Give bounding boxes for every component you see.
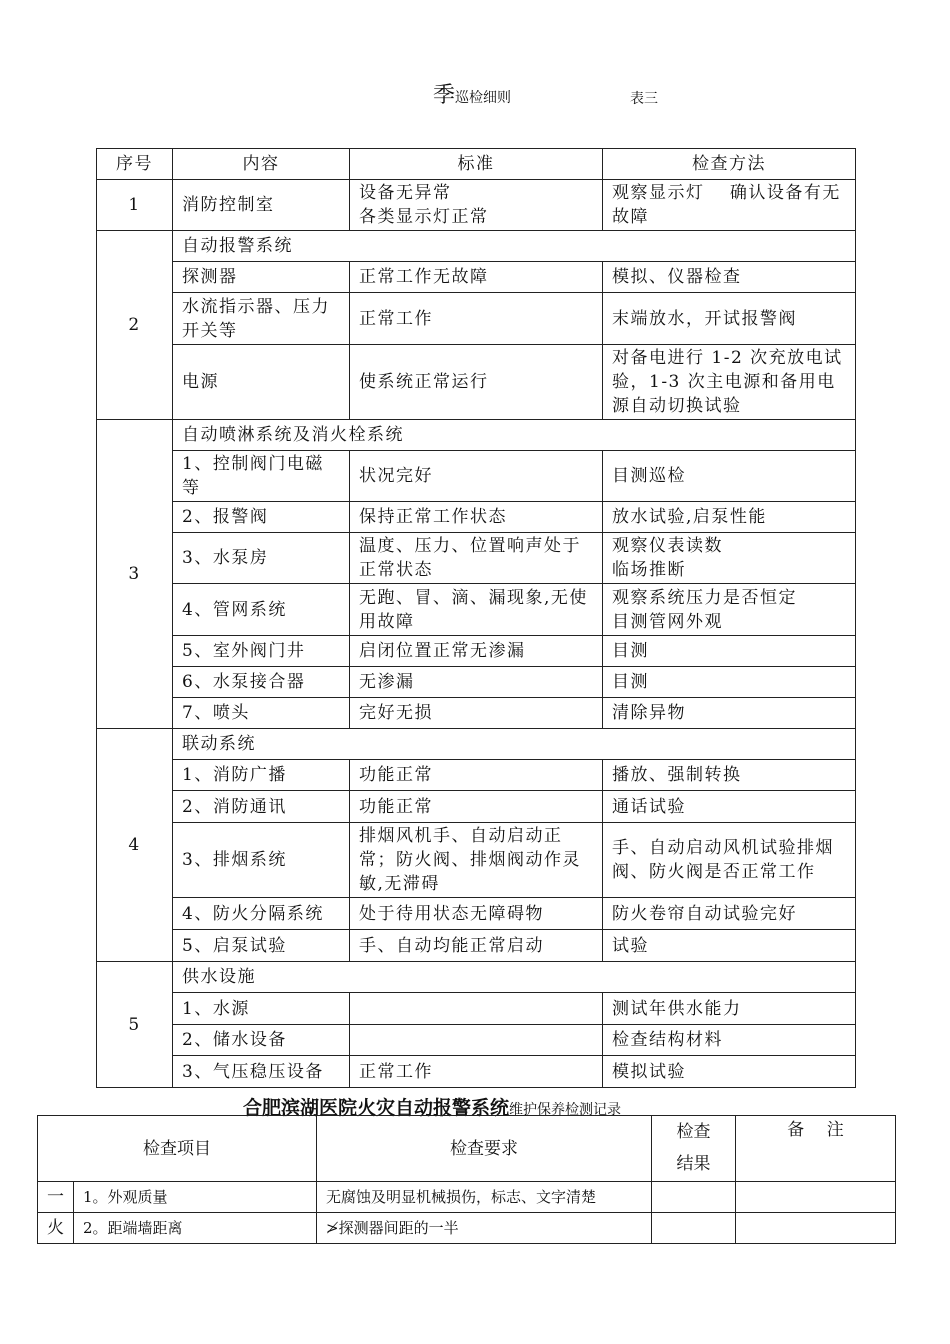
inspection-title [433,78,511,109]
standard-cell: 正常工作 [350,1056,603,1088]
content-cell: 3、排烟系统 [173,823,350,898]
group-row [97,420,856,451]
record-row [38,1213,896,1244]
standard-cell: 功能正常 [350,760,603,791]
standard-cell: 状况完好 [350,451,603,502]
record-title-sub: 维护保养检测记录 [509,1102,622,1118]
method-cell: 清除异物 [603,698,856,729]
standard-cell: 启闭位置正常无渗漏 [350,636,603,667]
seq-cell: 3 [97,420,173,729]
content-cell: 3、气压稳压设备 [173,1056,350,1088]
record-item-cell: 2。距端墙距离 [74,1213,317,1244]
method-cell: 模拟试验 [603,1056,856,1088]
seq-cell: 4 [97,729,173,962]
category-cell: 火 [38,1213,74,1244]
seq-cell: 2 [97,231,173,420]
record-row [38,1182,896,1213]
record-req-cell: ≯探测器间距的一半 [317,1213,652,1244]
content-cell: 1、控制阀门电磁等 [173,451,350,502]
standard-cell [350,180,603,231]
header-note: 备 注 [736,1116,896,1182]
group-title: 联动系统 [173,729,856,760]
content-cell: 消防控制室 [173,180,350,231]
standard-cell: 使系统正常运行 [350,345,603,420]
header-check-requirement: 检查要求 [317,1116,652,1182]
record-header-row [38,1116,896,1182]
method-cell: 观察显示灯 确认设备有无故障 [603,180,856,231]
table-row [97,1056,856,1088]
content-cell: 1、水源 [173,993,350,1025]
table-row [97,993,856,1025]
group-title: 供水设施 [173,962,856,993]
table-row [97,930,856,962]
group-title: 自动报警系统 [173,231,856,262]
content-cell: 6、水泵接合器 [173,667,350,698]
table-row [97,293,856,345]
method-cell: 试验 [603,930,856,962]
standard-cell: 手、自动均能正常启动 [350,930,603,962]
standard-cell: 正常工作 [350,293,603,345]
seq-cell: 5 [97,962,173,1088]
content-cell: 2、消防通讯 [173,791,350,823]
table-label: 表三 [630,91,658,107]
group-row [97,729,856,760]
method-cell: 测试年供水能力 [603,993,856,1025]
table-row [97,636,856,667]
content-cell: 4、管网系统 [173,584,350,636]
standard-cell: 温度、压力、位置响声处于正常状态 [350,533,603,584]
header-content: 内容 [173,149,350,180]
content-cell: 4、防火分隔系统 [173,898,350,930]
record-note-cell[interactable] [736,1213,896,1244]
standard-cell: 排烟风机手、自动启动正常；防火阀、排烟阀动作灵敏,无滞碍 [350,823,603,898]
method-cell: 目测 [603,667,856,698]
maintenance-record-table [37,1115,896,1244]
standard-line: 各类显示灯正常 [359,207,489,227]
method-cell: 手、自动启动风机试验排烟阀、防火阀是否正常工作 [603,823,856,898]
content-cell: 水流指示器、压力开关等 [173,293,350,345]
content-cell: 5、启泵试验 [173,930,350,962]
table-row [97,698,856,729]
table-row [97,180,856,231]
table-row [97,533,856,584]
table-row [97,1025,856,1056]
table-row [97,791,856,823]
table-row [97,502,856,533]
standard-cell: 无跑、冒、滴、漏现象,无使用故障 [350,584,603,636]
method-cell: 放水试验,启泵性能 [603,502,856,533]
method-cell: 检查结构材料 [603,1025,856,1056]
header-seq: 序号 [97,149,173,180]
record-result-cell[interactable] [652,1182,736,1213]
method-cell: 模拟、仪器检查 [603,262,856,293]
method-cell: 目测 [603,636,856,667]
standard-cell [350,993,603,1025]
table-row [97,584,856,636]
table-row [97,823,856,898]
method-cell [603,533,856,584]
standard-line: 设备无异常 [359,183,452,203]
method-line: 目测管网外观 [612,611,723,632]
record-note-cell[interactable] [736,1182,896,1213]
method-line: 观察系统压力是否恒定 [612,587,797,608]
content-cell: 探测器 [173,262,350,293]
table-row [97,345,856,420]
record-result-cell[interactable] [652,1213,736,1244]
method-line: 临场推断 [612,560,686,580]
table-row [97,667,856,698]
record-item-cell: 1。外观质量 [74,1182,317,1213]
standard-cell: 无渗漏 [350,667,603,698]
content-cell: 3、水泵房 [173,533,350,584]
table-row [97,451,856,502]
standard-cell: 保持正常工作状态 [350,502,603,533]
method-cell: 目测巡检 [603,451,856,502]
content-cell: 1、消防广播 [173,760,350,791]
standard-cell: 正常工作无故障 [350,262,603,293]
table-row [97,262,856,293]
content-cell: 2、储水设备 [173,1025,350,1056]
method-cell: 末端放水，开试报警阀 [603,293,856,345]
method-cell: 播放、强制转换 [603,760,856,791]
table-row [97,898,856,930]
method-cell [603,584,856,636]
content-cell: 7、喷头 [173,698,350,729]
title-rules: 巡检细则 [455,90,512,106]
inspection-rules-table [96,148,856,1088]
category-cell: 一 [38,1182,74,1213]
record-title-main: 合肥滨湖医院火灾自动报警系统 [243,1097,510,1119]
group-row [97,962,856,993]
seq-cell: 1 [97,180,173,231]
method-cell: 防火卷帘自动试验完好 [603,898,856,930]
standard-cell [350,1025,603,1056]
title-season: 季 [433,83,456,108]
content-cell: 5、室外阀门井 [173,636,350,667]
content-cell: 2、报警阀 [173,502,350,533]
header-result-line: 检查 [676,1122,711,1142]
standard-cell: 完好无损 [350,698,603,729]
header-check-item: 检查项目 [38,1116,317,1182]
method-line: 观察仪表读数 [612,536,723,556]
method-cell: 通话试验 [603,791,856,823]
content-cell: 电源 [173,345,350,420]
group-title: 自动喷淋系统及消火栓系统 [173,420,856,451]
table-row [97,760,856,791]
header-row [97,149,856,180]
standard-cell: 功能正常 [350,791,603,823]
header-standard: 标准 [350,149,603,180]
header-check-result [652,1116,736,1182]
method-cell: 对备电进行 1-2 次充放电试验，1-3 次主电源和备用电源自动切换试验 [603,345,856,420]
group-row [97,231,856,262]
header-result-line: 结果 [676,1154,711,1174]
header-method: 检查方法 [603,149,856,180]
standard-cell: 处于待用状态无障碍物 [350,898,603,930]
record-req-cell: 无腐蚀及明显机械损伤，标志、文字清楚 [317,1182,652,1213]
